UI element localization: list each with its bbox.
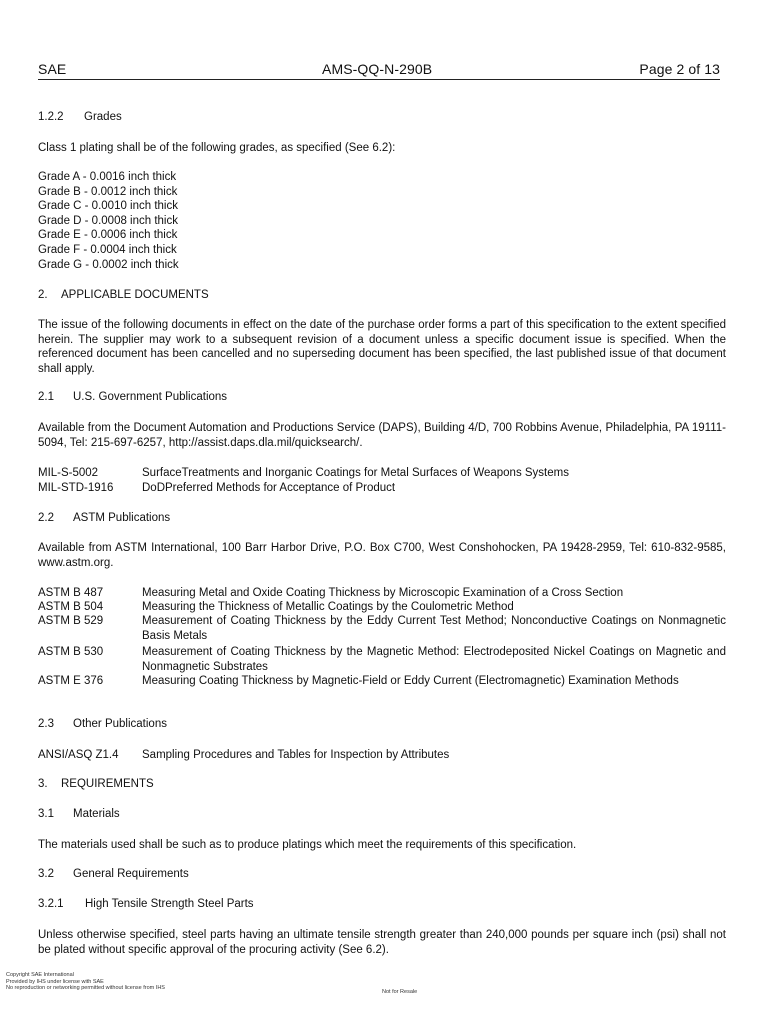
section-3-2-1-paragraph: Unless otherwise specified, steel parts having an ultimate tensile strength greater than 240,000 pounds per square inch (psi) shall not be plated without specific approval of the procuring activity (See 6.2).: [38, 929, 726, 956]
grade-line: Grade F - 0.0004 inch thick: [38, 244, 177, 256]
reference-row: ASTM B 529 Measurement of Coating Thickness by the Eddy Current Test Method; Nonconductive Coatings on Nonmagnetic Basis Metals: [38, 615, 726, 642]
section-3-1-paragraph: The materials used shall be such as to produce platings which meet the requirements of this specification.: [38, 839, 577, 851]
section-2-2-heading: 2.2 ASTM Publications: [38, 512, 171, 524]
page-header: [38, 61, 720, 79]
section-3-heading: 3. REQUIREMENTS: [38, 778, 154, 790]
section-2-1-paragraph: Available from the Document Automation and Productions Service (DAPS), Building 4/D, 700 Robbins Avenue, Philadelphia, PA 19111-5094, Tel: 215-697-6257, http://assist.daps.dla.mil/quicksearch/.: [38, 422, 726, 449]
section-2-2-paragraph: Available from ASTM International, 100 Barr Harbor Drive, P.O. Box C700, West Conshohocken, PA 19428-2959, Tel: 610-832-9585, www.astm.org.: [38, 542, 726, 569]
grade-line: Grade C - 0.0010 inch thick: [38, 200, 178, 213]
section-2-heading: 2. APPLICABLE DOCUMENTS: [38, 289, 209, 301]
grade-line: Grade D - 0.0008 inch thick: [38, 214, 178, 227]
section-2-3-heading: 2.3 Other Publications: [38, 718, 167, 730]
section-3-1-heading: 3.1 Materials: [38, 808, 120, 820]
section-3-2-heading: 3.2 General Requirements: [38, 868, 189, 880]
grade-line: Grade G - 0.0002 inch thick: [38, 258, 179, 271]
reference-row: ANSI/ASQ Z1.4 Sampling Procedures and Tables for Inspection by Attributes: [38, 749, 450, 761]
section-2-paragraph: The issue of the following documents in effect on the date of the purchase order forms a part of this specification to the extent specified herein. The supplier may work to a subsequent revision of a document unless a specific document issue is specified. When the referenced document has been cancelled and no superseding document has been specified, the last published issue of that document shall apply.: [38, 319, 726, 375]
footer-line: Provided by IHS under license with SAE: [6, 978, 104, 985]
section-2-1-heading: 2.1 U.S. Government Publications: [38, 391, 228, 403]
footer-line: Copyright SAE International: [6, 972, 74, 978]
grade-line: Grade A - 0.0016 inch thick: [38, 171, 177, 183]
grade-line: Grade B - 0.0012 inch thick: [38, 185, 178, 198]
grade-line: Grade E - 0.0006 inch thick: [38, 229, 178, 242]
reference-row: ASTM B 530 Measurement of Coating Thickness by the Magnetic Method: Electrodeposited Nickel Coatings on Magnetic and Nonmagnetic Substrates: [38, 646, 726, 673]
grades-intro: Class 1 plating shall be of the following grades, as specified (See 6.2):: [38, 142, 396, 154]
header-page-number: Page 2 of 13: [639, 61, 720, 77]
not-for-resale-note: Not for Resale: [382, 989, 418, 995]
reference-row: MIL-S-5002 SurfaceTreatments and Inorganic Coatings for Metal Surfaces of Weapons Systems: [38, 467, 569, 479]
copyright-footer: [6, 972, 165, 992]
header-org: SAE: [38, 61, 67, 77]
section-1-2-2-heading: 1.2.2 Grades: [38, 111, 122, 123]
reference-row: ASTM B 504 Measuring the Thickness of Metallic Coatings by the Coulometric Method: [38, 601, 514, 613]
reference-row: MIL-STD-1916 DoDPreferred Methods for Acceptance of Product: [38, 482, 396, 494]
footer-line: No reproduction or networking permitted without license from IHS: [6, 985, 165, 991]
reference-row: ASTM B 487 Measuring Metal and Oxide Coating Thickness by Microscopic Examination of a Cross Section: [38, 587, 624, 599]
reference-row: ASTM E 376 Measuring Coating Thickness by Magnetic-Field or Eddy Current (Electromagnetic) Examination Methods: [38, 675, 679, 687]
header-doc-id: AMS-QQ-N-290B: [322, 61, 433, 77]
header-rule: [38, 79, 720, 80]
section-3-2-1-heading: 3.2.1 High Tensile Strength Steel Parts: [38, 898, 254, 910]
